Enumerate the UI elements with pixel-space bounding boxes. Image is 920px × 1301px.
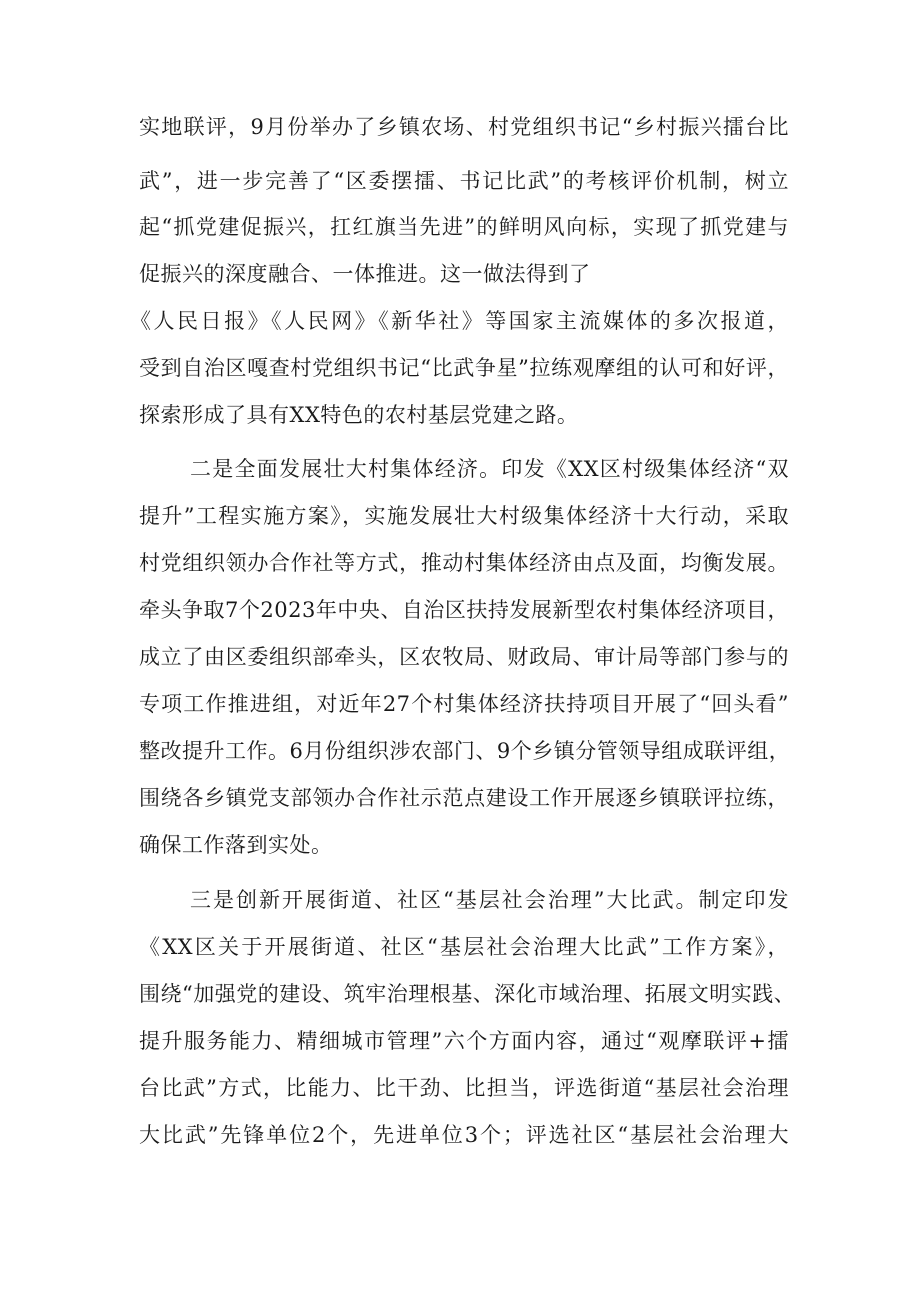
text-line: 村党组织领办合作社等方式，推动村集体经济由点及面，均衡发展。 (139, 551, 789, 575)
text-line: 围绕“加强党的建设、筑牢治理根基、深化市域治理、拓展文明实践、 (139, 982, 796, 1006)
text-line: 提升”工程实施方案》，实施发展壮大村级集体经济十大行动，采取 (139, 504, 789, 528)
text-line: 围绕各乡镇党支部领办合作社示范点建设工作开展逐乡镇联评拉练， (139, 786, 789, 810)
text-line: 《XX区关于开展街道、社区“基层社会治理大比武”工作方案》， (139, 935, 789, 959)
text-line: 专项工作推进组，对近年27个村集体经济扶持项目开展了“回头看” (139, 692, 789, 716)
text-line: 台比武”方式，比能力、比干劲、比担当，评选街道“基层社会治理 (139, 1076, 789, 1100)
text-line: 探索形成了具有XX特色的农村基层党建之路。 (139, 403, 579, 427)
text-line: 武”，进一步完善了“区委摆擂、书记比武”的考核评价机制，树立 (139, 169, 789, 193)
paragraph-first-line: 三是创新开展街道、社区“基层社会治理”大比武。制定印发 (190, 888, 789, 912)
text-line: 实地联评，9月份举办了乡镇农场、村党组织书记“乡村振兴擂台比 (139, 115, 789, 139)
text-line: 受到自治区嘎查村党组织书记“比武争星”拉练观摩组的认可和好评， (139, 356, 789, 380)
text-line: 牵头争取7个2023年中央、自治区扶持发展新型农村集体经济项目， (139, 598, 789, 622)
text-line: 确保工作落到实处。 (139, 833, 333, 857)
paragraph-first-line: 二是全面发展壮大村集体经济。印发《XX区村级集体经济“双 (190, 457, 789, 481)
text-line: 起“抓党建促振兴，扛红旗当先进”的鲜明风向标，实现了抓党建与 (139, 215, 789, 239)
text-line: 促振兴的深度融合、一体推进。这一做法得到了 (139, 262, 591, 286)
text-line: 成立了由区委组织部牵头，区农牧局、财政局、审计局等部门参与的 (139, 645, 789, 669)
text-line: 大比武”先锋单位2个，先进单位3个；评选社区“基层社会治理大 (139, 1123, 789, 1147)
text-line: 《人民日报》《人民网》《新华社》等国家主流媒体的多次报道， (130, 309, 789, 333)
text-line: 整改提升工作。6月份组织涉农部门、9个乡镇分管领导组成联评组， (139, 739, 791, 763)
text-line: 提升服务能力、精细城市管理”六个方面内容，通过“观摩联评+擂 (139, 1029, 789, 1053)
